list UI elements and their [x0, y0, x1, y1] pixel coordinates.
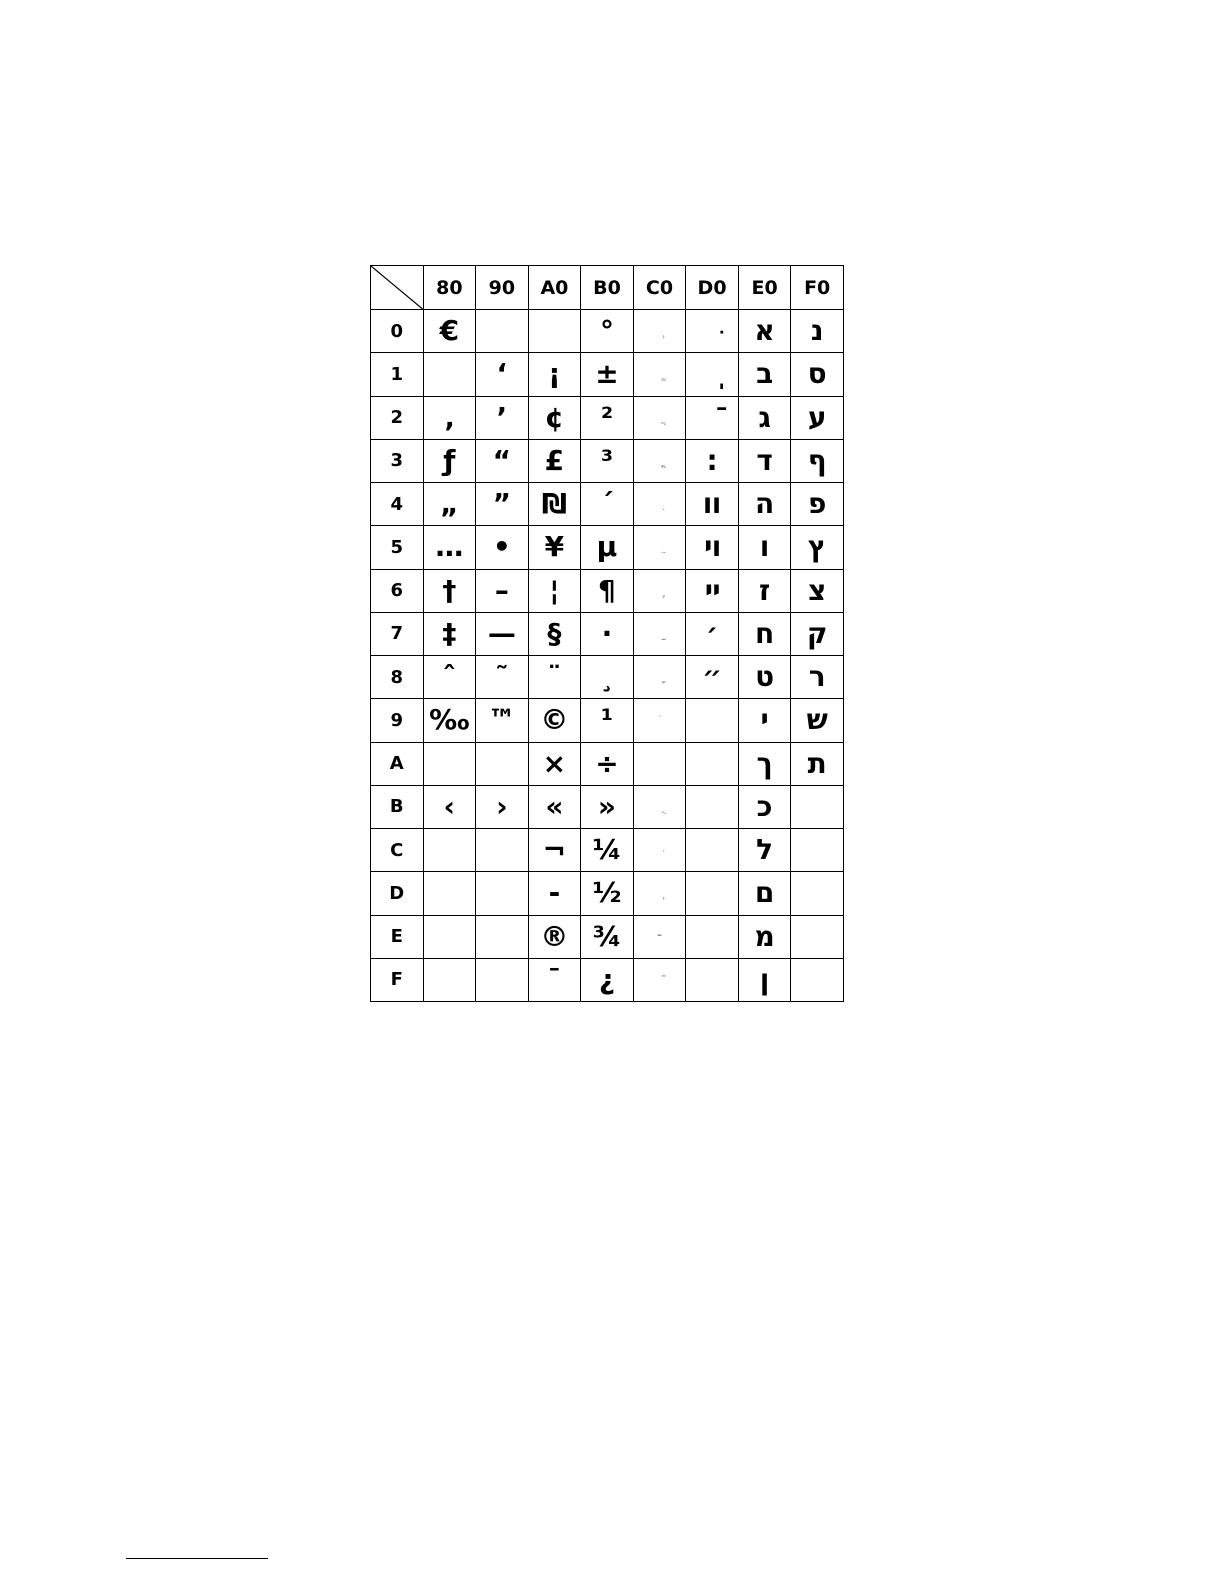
glyph-cell: ‡: [423, 612, 476, 655]
glyph-cell: װ: [686, 483, 739, 526]
glyph-cell: ˜: [476, 656, 529, 699]
glyph-cell: [633, 396, 686, 439]
glyph-cell: »: [581, 785, 634, 828]
glyph-cell: [633, 439, 686, 482]
glyph-cell: [633, 656, 686, 699]
glyph-cell: ¶: [581, 569, 634, 612]
row-header: 6: [371, 569, 424, 612]
glyph-cell: ד: [738, 439, 791, 482]
glyph-cell: ן: [738, 958, 791, 1001]
glyph-cell: [633, 699, 686, 742]
row-header: 1: [371, 353, 424, 396]
glyph-cell: ש: [791, 699, 844, 742]
glyph-cell: [633, 483, 686, 526]
glyph-cell: ו: [738, 526, 791, 569]
glyph-cell: ױ: [686, 526, 739, 569]
glyph-cell: ל: [738, 829, 791, 872]
glyph-cell: ¥: [528, 526, 581, 569]
glyph-cell: €: [423, 310, 476, 353]
table-row: [371, 396, 844, 439]
glyph-cell: ×: [528, 742, 581, 785]
row-header: D: [371, 872, 424, 915]
glyph-cell: ›: [476, 785, 529, 828]
glyph-cell: [633, 958, 686, 1001]
glyph-cell: ז: [738, 569, 791, 612]
diagonal-line: [371, 266, 423, 309]
glyph-cell: ¢: [528, 396, 581, 439]
row-header: B: [371, 785, 424, 828]
row-header: E: [371, 915, 424, 958]
glyph-cell: [476, 958, 529, 1001]
table-row: [371, 526, 844, 569]
glyph-cell: [686, 958, 739, 1001]
glyph-cell: ‚: [423, 396, 476, 439]
table-row: [371, 829, 844, 872]
glyph-cell: [633, 872, 686, 915]
glyph-cell: ˆ: [423, 656, 476, 699]
glyph-cell: ±: [581, 353, 634, 396]
glyph-cell: [633, 785, 686, 828]
glyph-cell: ¨: [528, 656, 581, 699]
glyph-cell: ץ: [791, 526, 844, 569]
glyph-cell: [476, 915, 529, 958]
glyph-cell: ₪: [528, 483, 581, 526]
glyph-cell: ¸: [581, 656, 634, 699]
table-row: [371, 439, 844, 482]
glyph-cell: ®: [528, 915, 581, 958]
glyph-cell: ‹: [423, 785, 476, 828]
glyph-cell: [791, 958, 844, 1001]
glyph-cell: …: [423, 526, 476, 569]
glyph-cell: פ: [791, 483, 844, 526]
glyph-cell: [423, 829, 476, 872]
table-row: [371, 699, 844, 742]
glyph-cell: נ: [791, 310, 844, 353]
table-row: [371, 612, 844, 655]
glyph-cell: [633, 353, 686, 396]
glyph-cell: ¿: [581, 958, 634, 1001]
glyph-cell: [476, 872, 529, 915]
character-code-table: [370, 265, 844, 1002]
row-header: 3: [371, 439, 424, 482]
glyph-cell: ה: [738, 483, 791, 526]
glyph-cell: [633, 569, 686, 612]
glyph-cell: ¯: [528, 958, 581, 1001]
glyph-cell: [423, 872, 476, 915]
glyph-cell: ´: [581, 483, 634, 526]
glyph-cell: [423, 915, 476, 958]
glyph-cell: „: [423, 483, 476, 526]
glyph-cell: ף: [791, 439, 844, 482]
table-row: [371, 483, 844, 526]
glyph-cell: §: [528, 612, 581, 655]
glyph-cell: ™: [476, 699, 529, 742]
glyph-cell: «: [528, 785, 581, 828]
corner-cell: [371, 266, 424, 310]
column-header: A0: [528, 266, 581, 310]
row-header: F: [371, 958, 424, 1001]
glyph-cell: —: [476, 612, 529, 655]
glyph-cell: ־: [633, 915, 686, 958]
glyph-cell: ח: [738, 612, 791, 655]
glyph-cell: ¡: [528, 353, 581, 396]
glyph-cell: א: [738, 310, 791, 353]
glyph-cell: [633, 526, 686, 569]
row-header: A: [371, 742, 424, 785]
table-row: [371, 656, 844, 699]
glyph-cell: כ: [738, 785, 791, 828]
glyph-cell: [791, 785, 844, 828]
glyph-cell: ³: [581, 439, 634, 482]
column-header: B0: [581, 266, 634, 310]
glyph-cell: [686, 872, 739, 915]
column-header: F0: [791, 266, 844, 310]
glyph-cell: [423, 958, 476, 1001]
glyph-cell: ב: [738, 353, 791, 396]
glyph-cell: ‘: [476, 353, 529, 396]
glyph-cell: ת: [791, 742, 844, 785]
glyph-cell: ר: [791, 656, 844, 699]
glyph-cell: “: [476, 439, 529, 482]
row-header: 4: [371, 483, 424, 526]
glyph-cell: ²: [581, 396, 634, 439]
glyph-cell: [423, 353, 476, 396]
glyph-cell: י: [738, 699, 791, 742]
table-row: [371, 353, 844, 396]
glyph-cell: ׳: [686, 612, 739, 655]
glyph-cell: ”: [476, 483, 529, 526]
glyph-cell: ע: [791, 396, 844, 439]
table-row: [371, 569, 844, 612]
table-row: [371, 915, 844, 958]
glyph-cell: [686, 785, 739, 828]
glyph-cell: ײ: [686, 569, 739, 612]
glyph-cell: [686, 742, 739, 785]
glyph-cell: ¹: [581, 699, 634, 742]
table-row: [371, 785, 844, 828]
glyph-cell: [476, 310, 529, 353]
header-row: [371, 266, 844, 310]
glyph-cell: ¾: [581, 915, 634, 958]
table-body: [371, 310, 844, 1002]
glyph-cell: [633, 310, 686, 353]
glyph-cell: [686, 699, 739, 742]
glyph-cell: [791, 829, 844, 872]
glyph-cell: ם: [738, 872, 791, 915]
glyph-cell: ÷: [581, 742, 634, 785]
glyph-cell: †: [423, 569, 476, 612]
glyph-cell: ƒ: [423, 439, 476, 482]
glyph-cell: [686, 396, 739, 439]
glyph-cell: [686, 353, 739, 396]
table-row: [371, 310, 844, 353]
row-header: 9: [371, 699, 424, 742]
glyph-cell: -: [528, 872, 581, 915]
glyph-cell: ¼: [581, 829, 634, 872]
glyph-cell: ‰: [423, 699, 476, 742]
glyph-cell: [686, 915, 739, 958]
glyph-cell: ’: [476, 396, 529, 439]
table-row: [371, 872, 844, 915]
glyph-cell: °: [581, 310, 634, 353]
column-header: E0: [738, 266, 791, 310]
glyph-cell: ¦: [528, 569, 581, 612]
glyph-cell: ·: [581, 612, 634, 655]
glyph-cell: ©: [528, 699, 581, 742]
row-header: 7: [371, 612, 424, 655]
table-row: [371, 742, 844, 785]
glyph-cell: [791, 915, 844, 958]
glyph-cell: [633, 612, 686, 655]
row-header: 5: [371, 526, 424, 569]
glyph-cell: ״: [686, 656, 739, 699]
glyph-cell: [686, 829, 739, 872]
glyph-cell: ג: [738, 396, 791, 439]
row-header: C: [371, 829, 424, 872]
table-row: [371, 958, 844, 1001]
glyph-cell: £: [528, 439, 581, 482]
row-header: 0: [371, 310, 424, 353]
glyph-cell: ס: [791, 353, 844, 396]
glyph-cell: [791, 872, 844, 915]
glyph-cell: [476, 742, 529, 785]
glyph-cell: [686, 310, 739, 353]
glyph-cell: ט: [738, 656, 791, 699]
column-header: 80: [423, 266, 476, 310]
glyph-cell: [633, 829, 686, 872]
glyph-cell: צ: [791, 569, 844, 612]
row-header: 8: [371, 656, 424, 699]
column-header: C0: [633, 266, 686, 310]
glyph-cell: –: [476, 569, 529, 612]
glyph-cell: µ: [581, 526, 634, 569]
glyph-cell: [423, 742, 476, 785]
row-header: 2: [371, 396, 424, 439]
glyph-cell: [476, 829, 529, 872]
glyph-cell: [633, 742, 686, 785]
glyph-cell: ¬: [528, 829, 581, 872]
glyph-cell: ך: [738, 742, 791, 785]
glyph-cell: ½: [581, 872, 634, 915]
column-header: D0: [686, 266, 739, 310]
glyph-cell: מ: [738, 915, 791, 958]
column-header: 90: [476, 266, 529, 310]
footnote-separator: [126, 1558, 268, 1559]
glyph-cell: •: [476, 526, 529, 569]
glyph-cell: [528, 310, 581, 353]
glyph-cell: ׃: [686, 439, 739, 482]
glyph-cell: ק: [791, 612, 844, 655]
